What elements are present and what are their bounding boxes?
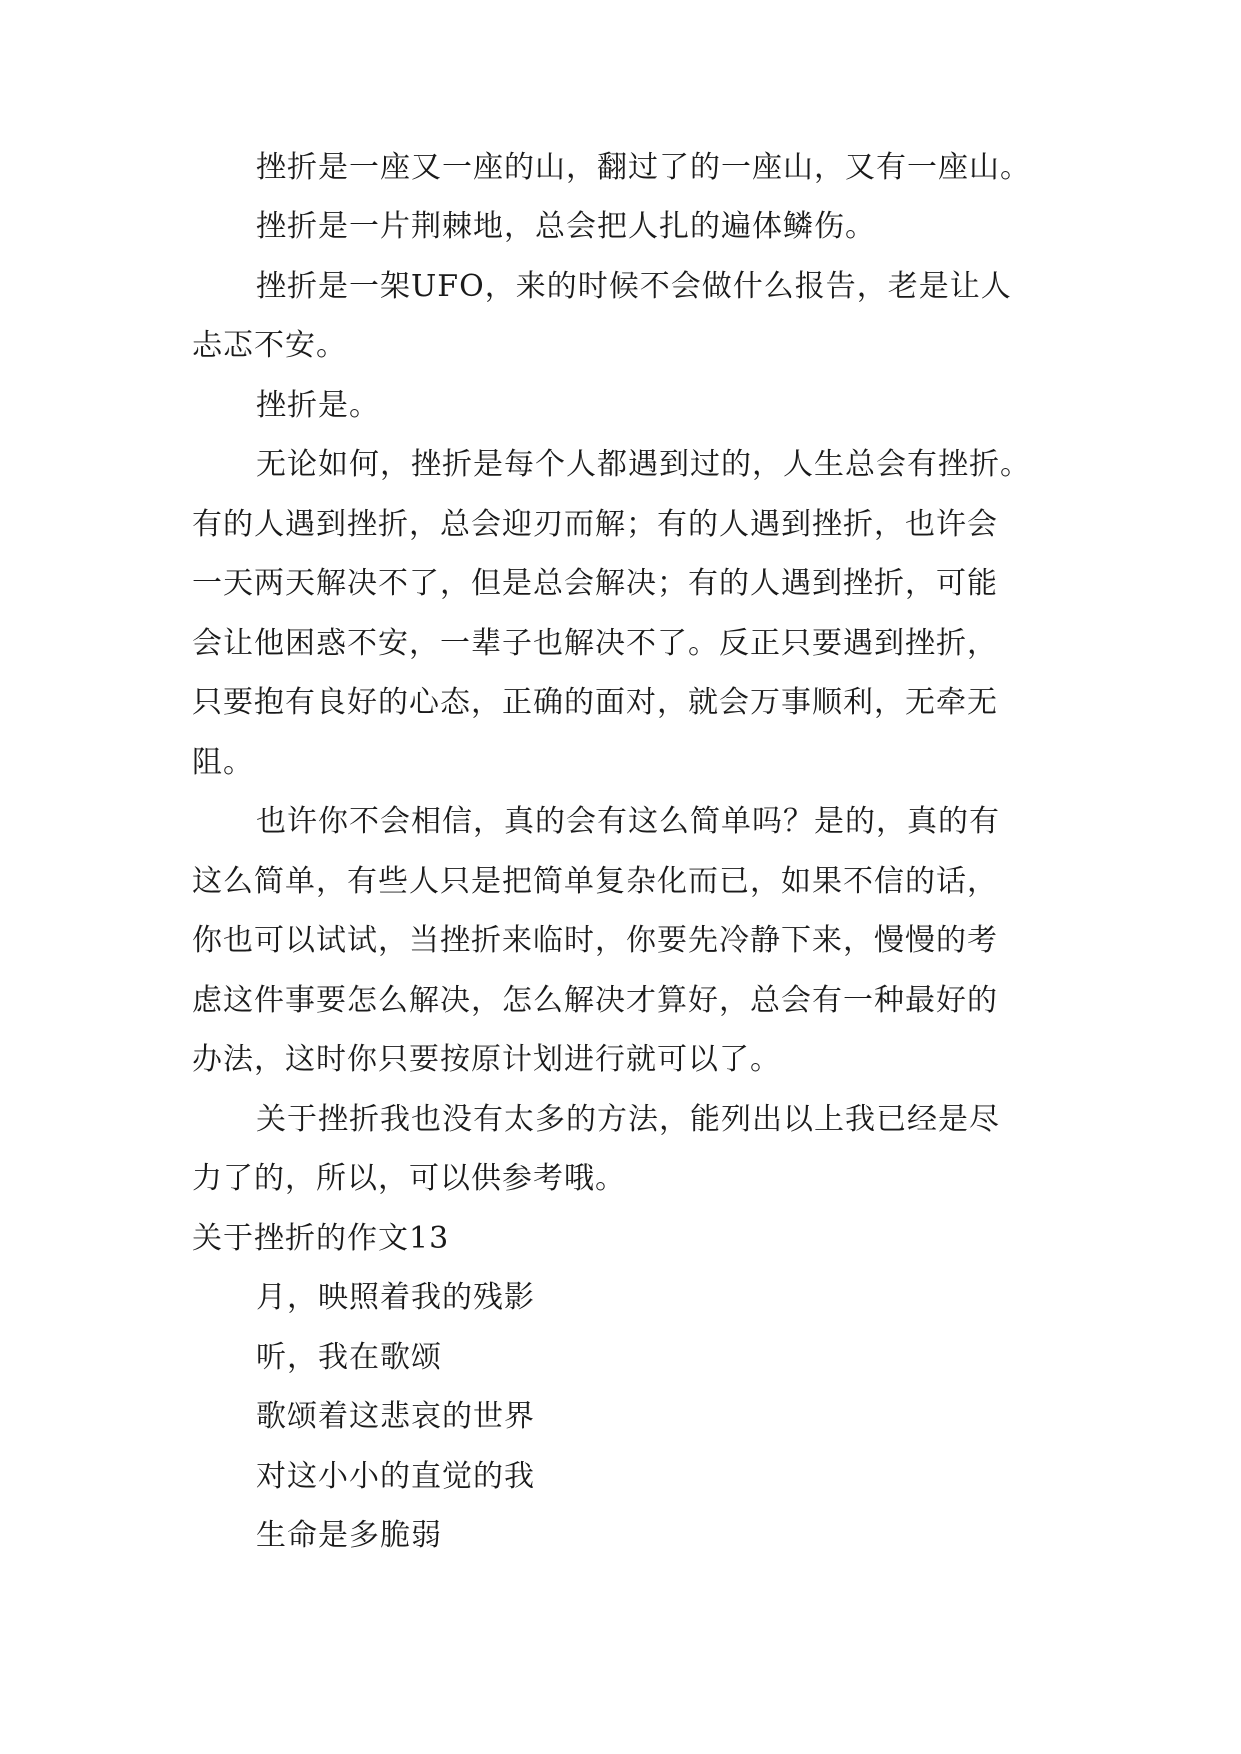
paragraph-line: 一天两天解决不了，但是总会解决；有的人遇到挫折，可能	[192, 566, 998, 601]
poem-line: 听，我在歌颂	[256, 1340, 442, 1375]
paragraph-line: 你也可以试试，当挫折来临时，你要先冷静下来，慢慢的考	[192, 923, 998, 958]
paragraph-line: 挫折是一片荆棘地，总会把人扎的遍体鳞伤。	[256, 209, 876, 244]
paragraph-line: 也许你不会相信，真的会有这么简单吗？是的，真的有	[256, 804, 1000, 839]
paragraph-line: 会让他困惑不安，一辈子也解决不了。反正只要遇到挫折，	[192, 626, 998, 661]
paragraph-line: 虑这件事要怎么解决，怎么解决才算好，总会有一种最好的	[192, 983, 998, 1018]
paragraph-line: 有的人遇到挫折，总会迎刃而解；有的人遇到挫折，也许会	[192, 507, 998, 542]
paragraph-line: 关于挫折我也没有太多的方法，能列出以上我已经是尽	[256, 1102, 1000, 1137]
paragraph-line: 挫折是。	[256, 388, 380, 423]
paragraph-line: 无论如何，挫折是每个人都遇到过的，人生总会有挫折。	[256, 447, 1031, 482]
poem-line: 月，映照着我的残影	[256, 1280, 535, 1315]
poem-line: 对这小小的直觉的我	[256, 1459, 535, 1494]
paragraph-line: 这么简单，有些人只是把简单复杂化而已，如果不信的话，	[192, 864, 998, 899]
paragraph-line: 挫折是一架UFO，来的时候不会做什么报告，老是让人	[256, 269, 1012, 304]
paragraph-line: 忐忑不安。	[192, 328, 347, 363]
paragraph-line: 办法，这时你只要按原计划进行就可以了。	[192, 1042, 781, 1077]
poem-line: 歌颂着这悲哀的世界	[256, 1399, 535, 1434]
poem-line: 生命是多脆弱	[256, 1518, 442, 1553]
section-heading: 关于挫折的作文13	[192, 1221, 450, 1256]
paragraph-line: 挫折是一座又一座的山，翻过了的一座山，又有一座山。	[256, 150, 1031, 185]
paragraph-line: 只要抱有良好的心态，正确的面对，就会万事顺利，无牵无	[192, 685, 998, 720]
paragraph-line: 力了的，所以，可以供参考哦。	[192, 1161, 626, 1196]
paragraph-line: 阻。	[192, 745, 254, 780]
